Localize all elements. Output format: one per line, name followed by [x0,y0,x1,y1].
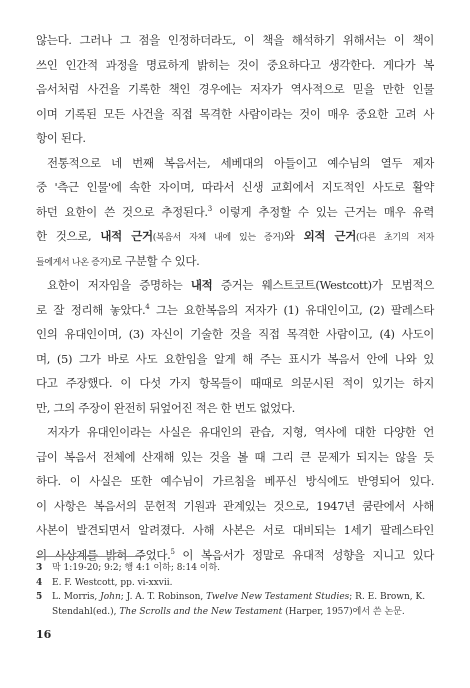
text-line [36,77,434,102]
text-run: L. Morris, [52,592,101,602]
text-run: 증거는 웨스트코트(Westcott)가 모범적으 [212,278,434,292]
footnote-ref: 4 [145,302,150,311]
footnote-ref: 3 [207,204,212,213]
text-run: 않는다. 그러나 그 점을 인정하더라도, 이 책을 해석하기 위해서는 이 책이 [36,33,434,47]
text-line [36,445,434,470]
text-line [36,175,434,200]
text-line [36,28,434,53]
text-run: (Harper, 1957)에서 쓴 논문. [282,606,405,617]
text-line [36,494,434,519]
paragraph [36,28,434,151]
text-run: 외적 근거 [303,229,356,243]
body-text [36,28,434,567]
footnote-number: 4 [36,577,43,588]
text-line [36,224,434,249]
text-run: 이 사항은 복음서의 문헌적 기원과 관계있는 것으로, 1947년 쿰란에서 사해 [36,498,434,513]
text-run: 저자가 유대인이라는 사실은 유대인의 관습, 지형, 역사에 대한 다양한 언 [47,425,434,439]
text-run: 이며 기록된 모든 사건을 직접 목격한 사람이라는 것이 매우 중요한 고려 사 [36,106,434,121]
footnote-text [52,590,434,619]
text-run: 전통적으로 네 번째 복음서는, 세베대의 아들이고 예수님의 열두 제자 [47,155,434,170]
text-line [36,518,434,543]
text-run: 한 것으로, [36,229,101,243]
text-run: ; J. A. T. Robinson, [120,592,207,602]
text-line [36,249,434,274]
text-run: 이렇게 추정할 수 있는 근거는 매우 유력 [211,204,434,219]
text-run: 항이 된다. [36,131,86,145]
text-line [36,469,434,494]
text-line [36,420,434,445]
text-line [36,322,434,347]
text-run: The Scrolls and the New Testament [119,606,283,617]
footnote-number: 5 [36,592,43,602]
text-line [36,200,434,225]
text-line [36,151,434,176]
text-run: 며, (5) 그가 바로 사도 요한임을 알게 해 주는 표시가 복음서 안에 나와 있 [36,351,434,366]
text-run: 쓰인 인간적 과정을 명료하게 밝히는 것이 중요하다고 생각한다. 게다가 복 [36,57,434,72]
paragraph [36,420,434,567]
text-run: 급이 복음서 전체에 산재해 있는 것을 볼 때 그리 큰 문제가 되지는 않을 듯 [36,449,434,464]
text-run: 인의 유대인이며, (3) 자신이 기술한 것을 직접 목격한 사람이고, (4) 사도이 [36,327,434,341]
text-run: 막 1:19-20; 9:2; 행 4:1 이하; 8:14 이하. [52,563,221,573]
text-run: 그는 요한복음의 저자가 (1) 유대인이고, (2) 팔레스타 [149,302,435,317]
footnote-text [52,576,434,591]
text-line [36,396,434,421]
text-run: 로 구분할 수 있다. [110,253,200,268]
text-line [36,53,434,78]
paragraph [36,273,434,420]
footnote-text [52,561,434,576]
text-run: John [100,592,121,602]
text-run: 이 복음서가 정말로 유대적 성향을 지니고 있다 [174,547,434,562]
text-line [36,371,434,396]
text-line [36,298,434,323]
text-run: 내적 근거 [100,229,153,243]
text-line [36,273,434,298]
page-number: 16 [36,628,52,641]
text-line [36,126,434,151]
footnotes [36,561,434,619]
text-run: 요한이 저자임을 증명하는 [47,278,191,292]
text-run: 하다. 이 사실은 또한 예수님이 가르침을 베푸신 방식에도 반영되어 있다. [36,474,434,488]
text-line [36,347,434,372]
text-run: ; R. E. Brown, K. Stendahl(ed.), [52,592,426,617]
paragraph [36,151,434,274]
footnote [36,576,434,591]
text-run: 사본이 발견되면서 알려졌다. 사해 사본은 서로 대비되는 1세기 팔레스타인 [36,523,434,537]
footnote-divider [36,556,144,557]
text-run: 음서처럼 사건을 기록한 책인 경우에는 저자가 역사적으로 믿을 만한 인물 [36,82,434,96]
text-run: 로 잘 정리해 놓았다. [36,302,146,317]
text-run: 내적 [190,278,213,292]
text-run: 하던 요한이 쓴 것으로 추정된다. [36,204,208,219]
text-run: 다고 주장했다. 이 다섯 가지 항목들이 때때로 의문시된 적이 있기는 하지 [36,376,434,390]
text-run: (다른 초기의 저자 [355,233,434,243]
text-run: (복음서 자체 내에 있는 증거) [152,233,284,243]
footnote [36,590,434,619]
text-run: 와 [283,229,304,243]
text-run: Twelve New Testament Studies [206,592,350,602]
text-run: E. F. Westcott, pp. vi-xxvii. [52,577,173,588]
text-run: 들에게서 나온 증거) [36,257,111,268]
text-run: 중 '측근 인물'에 속한 자이며, 따라서 신생 교회에서 지도적인 사도로 활약 [36,180,434,194]
footnote-number: 3 [36,563,43,573]
text-line [36,102,434,127]
footnote [36,561,434,576]
text-run: 만, 그의 주장이 완전히 뒤엎어진 적은 한 번도 없었다. [36,400,295,415]
footnote-ref: 5 [170,547,175,556]
text-run: 의 사상계를 밝혀 주었다. [36,547,171,562]
